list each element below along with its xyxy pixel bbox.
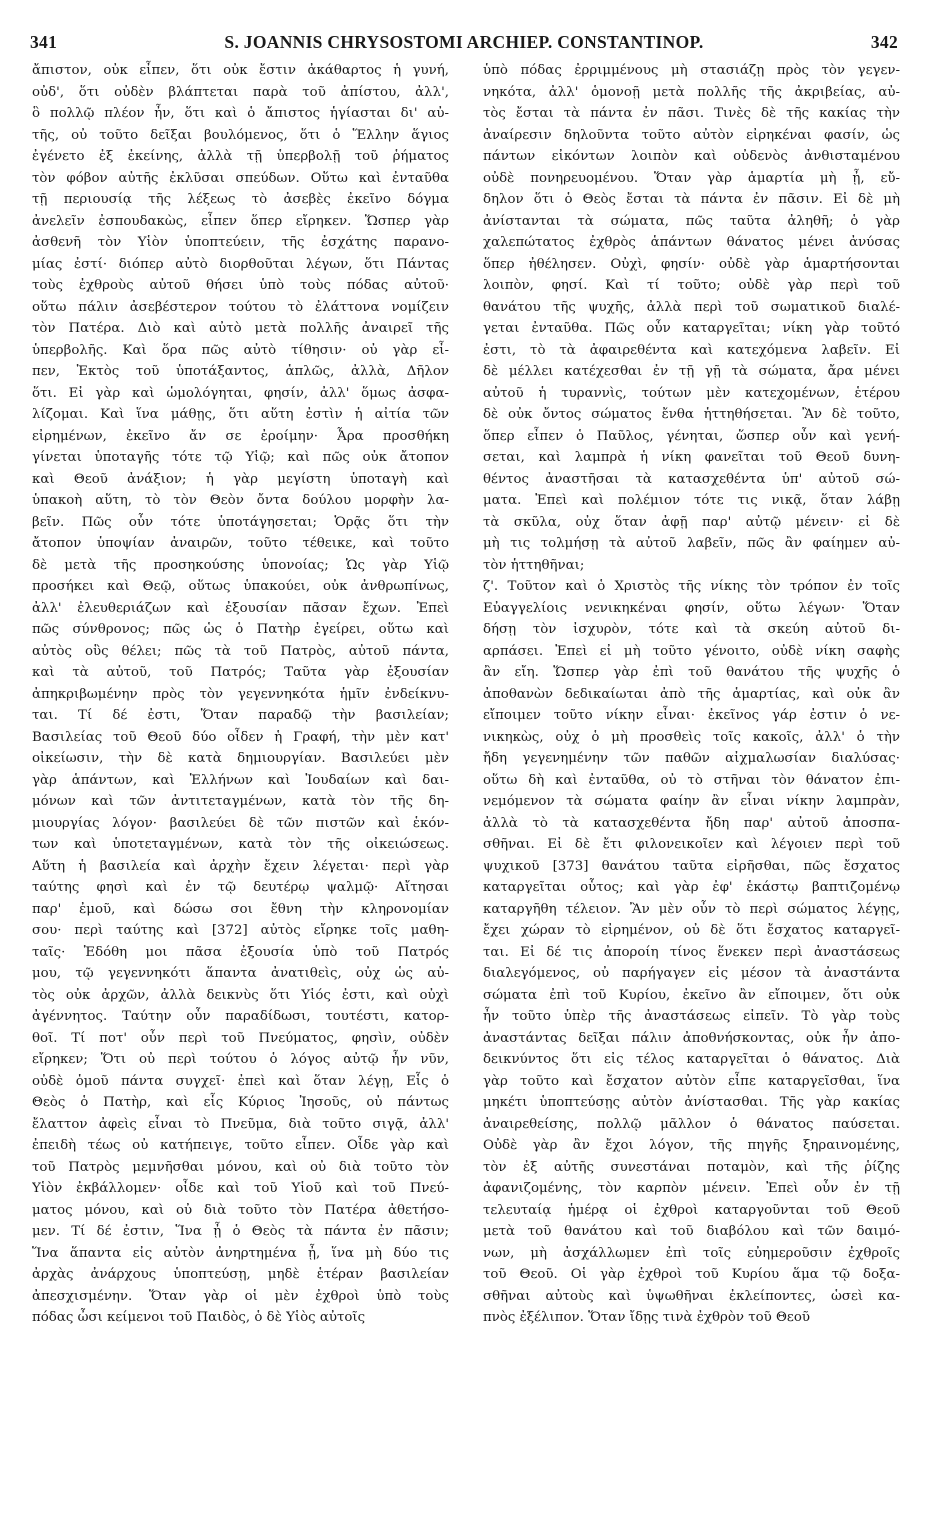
text-line: νεμόμενον τὰ σώματα φαίην ἂν εἶναι νίκην λαμπρὰν,: [483, 794, 900, 809]
text-line: ἀπηκριβωμένην πρὸς τὸν γεγεννηκότα ἡμῖν ἐνδείκνυ-: [32, 686, 449, 702]
text-line: εἰρημένων, ἐκεῖνο ἄν σε ἐροίμην· Ἆρα προσθήκη: [32, 428, 449, 444]
text-line: εἴρηκεν; Ὅτι οὐ περὶ τούτου ὁ λόγος αὐτῷ ἦν νῦν,: [32, 1052, 449, 1067]
text-line: εἴποιμεν τοῦτο νίκην εἶναι· ἐκεῖνος γάρ ἐστιν ὁ νε-: [483, 708, 900, 723]
running-header: [30, 32, 898, 58]
text-line: τὸν ἡττηθῆναι;: [483, 557, 585, 573]
text-line: ἀσθενῆ τὸν Υἱὸν ὑποπτεύειν, τῆς ἐσχάτης παρανο-: [32, 235, 449, 250]
text-line: λίζομαι. Καὶ ἵνα μάθῃς, ὅτι αὕτη ἐστὶν ἡ αἰτία τῶν: [32, 407, 449, 422]
text-line: μὴ τις τολμήσῃ τὰ αὐτοῦ λαβεῖν, πῶς ἂν φαίημεν αὐ-: [483, 536, 900, 551]
text-line: ἀναιρεθείσης, πολλῷ μᾶλλον ὁ θάνατος παύσεται.: [483, 1116, 900, 1132]
text-line: ἀναστάντας δεῖξαι πάλιν ἀποθνήσκοντας, οὐκ ἦν ἀπο-: [483, 1030, 900, 1046]
text-line: τὸν Πατέρα. Διὸ καὶ αὐτὸ μετὰ πολλῆς ἀναιρεῖ τῆς: [32, 321, 449, 336]
text-line: παρ' ἐμοῦ, καὶ δώσω σοι ἔθνη τὴν κληρονομίαν: [32, 901, 449, 917]
text-line: ται. Τί δέ ἐστι, Ὅταν παραδῷ τὴν βασιλείαν;: [32, 708, 449, 723]
text-line: ὅπερ εἶπεν ὁ Παῦλος, γένηται, ὥσπερ οὖν καὶ γενή-: [483, 428, 900, 444]
text-line: ψυχικοῦ [373] θανάτου ταῦτα εἰρῆσθαι, πῶς ἔσχατος: [483, 858, 900, 874]
right-page-number: 342: [870, 32, 898, 52]
text-line: νων, μὴ ἀσχάλλωμεν ἐπὶ τοῖς εὐημεροῦσιν ἐχθροῖς: [483, 1245, 900, 1261]
text-line: μηκέτι ὑποπτεύσῃς αὐτὸν ἀνίστασθαι. Τῆς γὰρ κακίας: [483, 1095, 900, 1110]
text-line: ματος μόνου, καὶ οὐ διὰ τοῦτο τὸν Πατέρα ἀθετήσο-: [32, 1202, 449, 1218]
text-line: τὸς ἔσται τὰ πάντα ἐν πᾶσι. Τινὲς δὲ τῆς κακίας τὴν: [483, 106, 900, 121]
text-line: καὶ τὰ αὐτοῦ, τοῦ Πατρός; Ταῦτα γὰρ ἐξουσίαν: [32, 665, 449, 680]
text-line: Υἱὸν ἐκβάλλομεν· οἶδε καὶ τοῦ Υἱοῦ καὶ τοῦ Πνεύ-: [32, 1181, 449, 1196]
text-line: σου· περὶ ταύτης καὶ [372] αὐτὸς εἴρηκε τοῖς μαθη-: [32, 923, 449, 938]
text-line: ἐγένετο ἐξ ἐκείνης, ἀλλὰ τῇ ὑπερβολῇ τοῦ ῥήματος: [32, 149, 449, 164]
text-line: ὑπακοὴ αὕτη, τὸ τὸν Θεὸν ὄντα δούλου μορφὴν λα-: [32, 493, 449, 508]
text-line: νικηκὼς, οὐχ ὁ μὴ προσθεὶς τοῖς κακοῖς, ἀλλ' ὁ τὴν: [483, 729, 900, 745]
text-line: ἀλλ' ἐλευθεριάζων καὶ ἐξουσίαν πᾶσαν ἔχων. Ἐπεὶ: [32, 600, 449, 616]
text-line: μιουργίας λόγον· βασιλεύει δὲ τῶν πιστῶν καὶ ἑκόν-: [32, 815, 449, 831]
text-line: πνὸς ἐξέλιπον. Ὅταν ἴδῃς τινὰ ἐχθρὸν τοῦ Θεοῦ: [483, 1310, 810, 1325]
text-line: ματα. Ἐπεὶ καὶ πολέμιον τότε τις νικᾷ, ὅταν λάβῃ: [483, 493, 900, 508]
text-line: τελευταίᾳ ἡμέρᾳ οἱ ἐχθροὶ καταργοῦνται τοῦ Θεοῦ: [483, 1202, 900, 1218]
text-line: μόνων καὶ τῶν ἀντιτεταγμένων, κατὰ τὸν τῆς δη-: [32, 794, 449, 809]
text-line: δὲ μέλλει κατέχεσθαι ἐν τῇ γῇ τὰ σώματα, ἄρα μένει: [483, 364, 900, 379]
text-line: γὰρ ἁπάντων, καὶ Ἑλλήνων καὶ Ἰουδαίων καὶ δαι-: [32, 772, 449, 788]
text-line: ὑπὸ πόδας ἐρριμμένους μὴ στασιάζῃ πρὸς τὸν γεγεν-: [483, 63, 900, 78]
text-line: ἀπεσχισμένην. Ὅταν γὰρ οἱ μὲν ἐχθροὶ ὑπὸ τοὺς: [32, 1288, 449, 1304]
text-line: μεν. Τί δέ ἐστιν, Ἵνα ᾖ ὁ Θεὸς τὰ πάντα ἐν πᾶσιν;: [32, 1224, 449, 1239]
text-line: δεικνύντος ὅτι εἰς τέλος καταργεῖται ὁ θάνατος. Διὰ: [483, 1052, 900, 1067]
text-line: των καὶ ὑποτεταγμένων, κατὰ τὸν τῆς οἰκειώσεως.: [32, 837, 449, 852]
text-line: Βασιλείας τοῦ Θεοῦ δύο οἶδεν ἡ Γραφή, τὴν μὲν κατ': [32, 729, 449, 745]
text-line: ἀφανιζομένης, τὸν καρπὸν μένειν. Ἐπεὶ οὖν ἐν τῇ: [483, 1181, 900, 1196]
text-line: ἂν εἴη. Ὥσπερ γὰρ ἐπὶ τοῦ θανάτου τῆς ψυχῆς ὁ: [483, 665, 900, 680]
text-line: οὐδὲ πονηρευομένου. Ὅταν γὰρ ἁμαρτία μὴ ᾖ, εὔ-: [483, 170, 900, 186]
text-line: ἀρχὰς ἀνάρχους ὑποπτεύσῃ, μηδὲ ἑτέραν βασιλείαν: [32, 1267, 449, 1282]
text-line: ἔλαττον ἀφεὶς εἶναι τὸ Πνεῦμα, διὰ τοῦτο σιγᾷ, ἀλλ': [32, 1116, 449, 1132]
text-line: Οὐδὲ γὰρ ἂν ἔχοι λόγον, τῆς πηγῆς ξηραινομένης,: [483, 1138, 900, 1153]
text-line: σώματα ἐπὶ τοῦ Κυρίου, ἐκεῖνο ἂν εἴποιμεν, ὅτι οὐκ: [483, 987, 900, 1003]
text-line: ταῖς· Ἐδόθη μοι πᾶσα ἐξουσία ὑπὸ τοῦ Πατρός: [32, 944, 449, 960]
text-line: πόδας ὦσι κείμενοι τοῦ Παιδὸς, ὁ δὲ Υἱὸς αὐτοῖς: [32, 1310, 366, 1325]
text-line: ἀποθανὼν δεδικαίωται ἀπὸ τῆς ἁμαρτίας, καὶ οὐκ ἂν: [483, 686, 900, 702]
left-page-number: 341: [30, 32, 58, 52]
text-line: ὅπερ ἠθέλησεν. Οὐχὶ, φησίν· οὐδὲ γὰρ ἁμαρτήσονται: [483, 256, 900, 272]
left-text-column: [32, 60, 449, 1329]
text-line: πῶς σύνθρονος; πῶς ὡς ὁ Πατὴρ ἐγείρει, οὕτω καὶ: [32, 622, 449, 637]
text-line: Ἵνα ἅπαντα εἰς αὐτὸν ἀνηρτημένα ᾖ, ἵνα μὴ δύο τις: [32, 1245, 449, 1261]
text-line: αὐτοῦ ἡ τυραννὶς, τούτων μὲν κατεχομένων, ἑτέρου: [483, 385, 900, 401]
text-line: οὕτω πάλιν ἀσεβέστερον τούτου τὸ ἐλάττονα νομίζειν: [32, 299, 449, 315]
text-line: καὶ Θεοῦ ἀνάξιον; ἡ γὰρ μεγίστη ὑποταγὴ καὶ: [32, 471, 449, 487]
text-line: πάντων εἰκόντων λοιπὸν καὶ οὐδενὸς ἀνθισταμένου: [483, 149, 900, 164]
text-line: αὐτὸς οὓς θέλει; πῶς τὰ τοῦ Πατρὸς, αὐτοῦ πάντα,: [32, 643, 449, 659]
text-line: τὸν ἐξ αὐτῆς συνεστάναι ποταμὸν, καὶ τῆς ῥίζης: [483, 1159, 900, 1175]
text-line: ἀνίστανται τὰ σώματα, πῶς ταῦτα ἀληθῆ; ὁ γὰρ: [483, 213, 900, 229]
text-line: χαλεπώτατος ἐχθρὸς ἁπάντων θάνατος μένει ἀνύσας: [483, 235, 900, 250]
text-line: μετὰ τοῦ θανάτου καὶ τοῦ διαβόλου καὶ τῶν δαιμό-: [483, 1224, 900, 1239]
text-line: θέντος ἀναστῆσαι τὰ κατασχεθέντα ὑπ' αὐτοῦ σώ-: [483, 471, 900, 487]
text-line: ἐστι, τὸ τὰ ἀφαιρεθέντα καὶ κατεχόμενα λαβεῖν. Εἰ: [483, 342, 900, 358]
right-text-column: [483, 60, 900, 1329]
text-line: τὸν φόβον αὐτῆς ἐκλῦσαι σπεύδων. Οὕτω καὶ ἐνταῦθα: [32, 170, 449, 186]
text-line: τοῦ Θεοῦ. Οἱ γὰρ ἐχθροὶ τοῦ Κυρίου ἅμα τῷ δοξα-: [483, 1267, 900, 1282]
text-line: τὸς οὐκ ἀρχῶν, ἀλλὰ δεικνὺς ὅτι Υἱός ἐστι, καὶ οὐχὶ: [32, 987, 449, 1003]
text-line: μίας ἐστί· διόπερ αὐτὸ διορθοῦται λέγων, ὅτι Πάντας: [32, 256, 449, 272]
text-line: γίνεται ὑποταγῆς τότε τῷ Υἱῷ; καὶ πῶς οὐκ ἄτοπον: [32, 450, 449, 465]
text-line: ὑπερβολῆς. Καὶ ὅρα πῶς αὐτὸ τίθησιν· οὐ γὰρ εἶ-: [32, 342, 449, 358]
text-line: Αὕτη ἡ βασιλεία καὶ ἀρχὴν ἔχειν λέγεται· περὶ γὰρ: [32, 858, 449, 874]
text-line: Εὐαγγελίοις νενικηκέναι φησίν, οὕτω λέγων· Ὅταν: [483, 600, 900, 616]
text-line: τῇ περιουσίᾳ τῆς λέξεως τὸ ἀσεβὲς ἐκεῖνο δόγμα: [32, 192, 449, 207]
text-line: οὐδ', ὅτι οὐδὲν βλάπτεται παρὰ τοῦ ἀπίστου, ἀλλ',: [32, 84, 449, 100]
text-line: σθῆναι αὐτοὺς καὶ ὑψωθῆναι ἐκλείποντες, ὡσεὶ κα-: [483, 1288, 900, 1304]
text-line: γεται ἐνταῦθα. Πῶς οὖν καταργεῖται; νίκη γὰρ τοῦτό: [483, 321, 900, 336]
text-line: σεται, καὶ λαμπρὰ ἡ νίκη φανεῖται τοῦ Θεοῦ δυνη-: [483, 450, 900, 465]
text-line: Θεὸς ὁ Πατὴρ, καὶ εἷς Κύριος Ἰησοῦς, οὐ πάντως: [32, 1095, 449, 1110]
text-line: ἀναίρεσιν δηλοῦντα τοῦτο αὐτὸν εἰρηκέναι φασίν, ὡς: [483, 127, 900, 143]
text-line: ἄτοπον ὑποψίαν ἀναιρῶν, τοῦτο τέθεικε, καὶ τοῦτο: [32, 536, 449, 551]
text-line: νηκότα, ἀλλ' ὁμονοῇ μετὰ πολλῆς τῆς ἀκριβείας, αὐ-: [483, 84, 900, 100]
text-line: βεῖν. Πῶς οὖν τότε ὑποτάγησεται; Ὁρᾷς ὅτι τὴν: [32, 514, 449, 530]
text-line: ἦν τοῦτο ὑπὲρ τῆς ἀναστάσεως εἰπεῖν. Τὸ γὰρ τοὺς: [483, 1009, 900, 1024]
text-line: καταργῆθη τέλειον. Ἂν μὲν οὖν τὸ περὶ σώματος λέγῃς,: [483, 901, 900, 917]
text-line: δὲ οὐκ ὄντος σώματος ἔνθα ἡττηθήσεται. Ἂν δὲ τοῦτο,: [483, 407, 900, 422]
text-line: ἐπειδὴ τέως οὐ κατήπειγε, τοῦτο εἶπεν. Οἶδε γὰρ καὶ: [32, 1138, 449, 1153]
text-line: αρπάσει. Ἐπεὶ εἰ μὴ τοῦτο γένοιτο, οὐδὲ νίκη σαφὴς: [483, 643, 900, 659]
text-line: λοιπὸν, φησί. Καὶ τί τοῦτο; οὐδὲ γὰρ περὶ τοῦ: [483, 278, 900, 293]
running-title: S. JOANNIS CHRYSOSTOMI ARCHIEP. CONSTANTINOP.: [224, 32, 704, 52]
text-line: ὃ πολλῷ πλέον ἦν, ὅτι καὶ ὁ ἄπιστος ἡγίασται δι' αὐ-: [32, 106, 449, 121]
text-line: ἔχει χώραν τὸ εἰρημένον, οὐ δὲ ὅτι ἔσχατος καταργεῖ-: [483, 923, 900, 938]
text-line: προσήκει καὶ Θεῷ, οὕτως ὑπακούει, οὐκ ἀνθρωπίνως,: [32, 579, 449, 594]
text-line: θοῖ. Τί ποτ' οὖν περὶ τοῦ Πνεύματος, φησὶν, οὐδὲν: [32, 1030, 449, 1046]
text-line: ἤδη γεγενημένην τῶν παθῶν αἰχμαλωσίαν διαλύσας·: [483, 751, 900, 766]
text-line: καταργεῖται οὗτος; καὶ γὰρ ἐφ' ἑκάστῳ βαπτιζομένῳ: [483, 880, 900, 895]
text-line: γὰρ τοῦτο καὶ ἔσχατον αὐτὸν εἶπε καταργεῖσθαι, ἵνα: [483, 1073, 900, 1089]
text-line: δηλον ὅτι ὁ Θεὸς ἔσται τὰ πάντα ἐν πᾶσιν. Εἰ δὲ μὴ: [483, 192, 900, 207]
text-line: τὰ σκῦλα, οὐχ ὅταν ἀφῇ παρ' αὐτῷ μένειν· εἰ δὲ: [483, 514, 900, 530]
text-line: ται. Εἰ δέ τις ἀποροίη τίνος ἕνεκεν περὶ ἀναστάσεως: [483, 944, 900, 960]
text-line: δὲ μετὰ τῆς προσηκούσης ὑπονοίας; Ὡς γὰρ Υἱῷ: [32, 557, 449, 573]
text-line: σθῆναι. Εἰ δὲ ἔτι φιλονεικοῖεν καὶ λέγοιεν περὶ τοῦ: [483, 837, 900, 852]
text-line: ἀγέννητος. Ταύτην οὖν παραδίδωσι, τουτέστι, κατορ-: [32, 1009, 449, 1024]
text-line: τοὺς ἐχθροὺς αὐτοῦ θήσει ὑπὸ τοὺς πόδας αὐτοῦ·: [32, 278, 449, 293]
text-line: οὕτω δὴ καὶ ἐνταῦθα, οὐ τὸ στῆναι τὸν θάνατον ἐπι-: [483, 772, 900, 788]
text-line: ἀνελεῖν ἐσπουδακὼς, εἶπεν ὅπερ εἴρηκεν. Ὥσπερ γὰρ: [32, 213, 449, 229]
text-line: μου, τῷ γεγεννηκότι ἅπαντα ἀνατιθεὶς, οὐχ ὡς αὐ-: [32, 966, 449, 981]
text-line: πεν, Ἐκτὸς τοῦ ὑποτάξαντος, ἁπλῶς, ἀλλὰ, Δῆλον: [32, 364, 449, 379]
text-line: τῆς, οὐ τοῦτο δεῖξαι βουλόμενος, ὅτι ὁ Ἕλλην ἅγιος: [32, 127, 449, 143]
text-line: θανάτου τῆς ψυχῆς, ἀλλὰ περὶ τοῦ σωματικοῦ διαλέ-: [483, 299, 900, 315]
text-line: ἀλλὰ τὸ τὰ κατασχεθέντα ἤδη παρ' αὐτοῦ ἀποσπα-: [483, 815, 900, 831]
text-line: δήσῃ τὸν ἰσχυρὸν, τότε καὶ τὰ σκεύη αὐτοῦ δι-: [483, 622, 900, 637]
text-line: οὐδὲ ὁμοῦ πάντα συγχεῖ· ἐπεὶ καὶ ὅταν λέγῃ, Εἷς ὁ: [32, 1073, 449, 1089]
text-line: ταύτης φησὶ καὶ ἐν τῷ δευτέρῳ ψαλμῷ· Αἴτησαι: [32, 880, 449, 895]
text-line: τοῦ Πατρὸς μεμνῆσθαι μόνου, καὶ οὐ διὰ τοῦτο τὸν: [32, 1159, 449, 1175]
text-line: ὅτι. Εἰ γὰρ καὶ ὡμολόγηται, φησίν, ἀλλ' ὅμως ἀσφα-: [32, 385, 449, 401]
text-line: διαλεγόμενος, οὐ παρήγαγεν εἰς μέσον τὰ ἀναστάντα: [483, 966, 900, 981]
text-line: ζ'. Τοῦτον καὶ ὁ Χριστὸς τῆς νίκης τὸν τρόπον ἐν τοῖς: [483, 579, 900, 594]
text-line: ἄπιστον, οὐκ εἶπεν, ὅτι οὐκ ἔστιν ἀκάθαρτος ἡ γυνή,: [32, 63, 449, 78]
text-line: οἰκείωσιν, τὴν δὲ κατὰ δημιουργίαν. Βασιλεύει μὲν: [32, 751, 449, 766]
